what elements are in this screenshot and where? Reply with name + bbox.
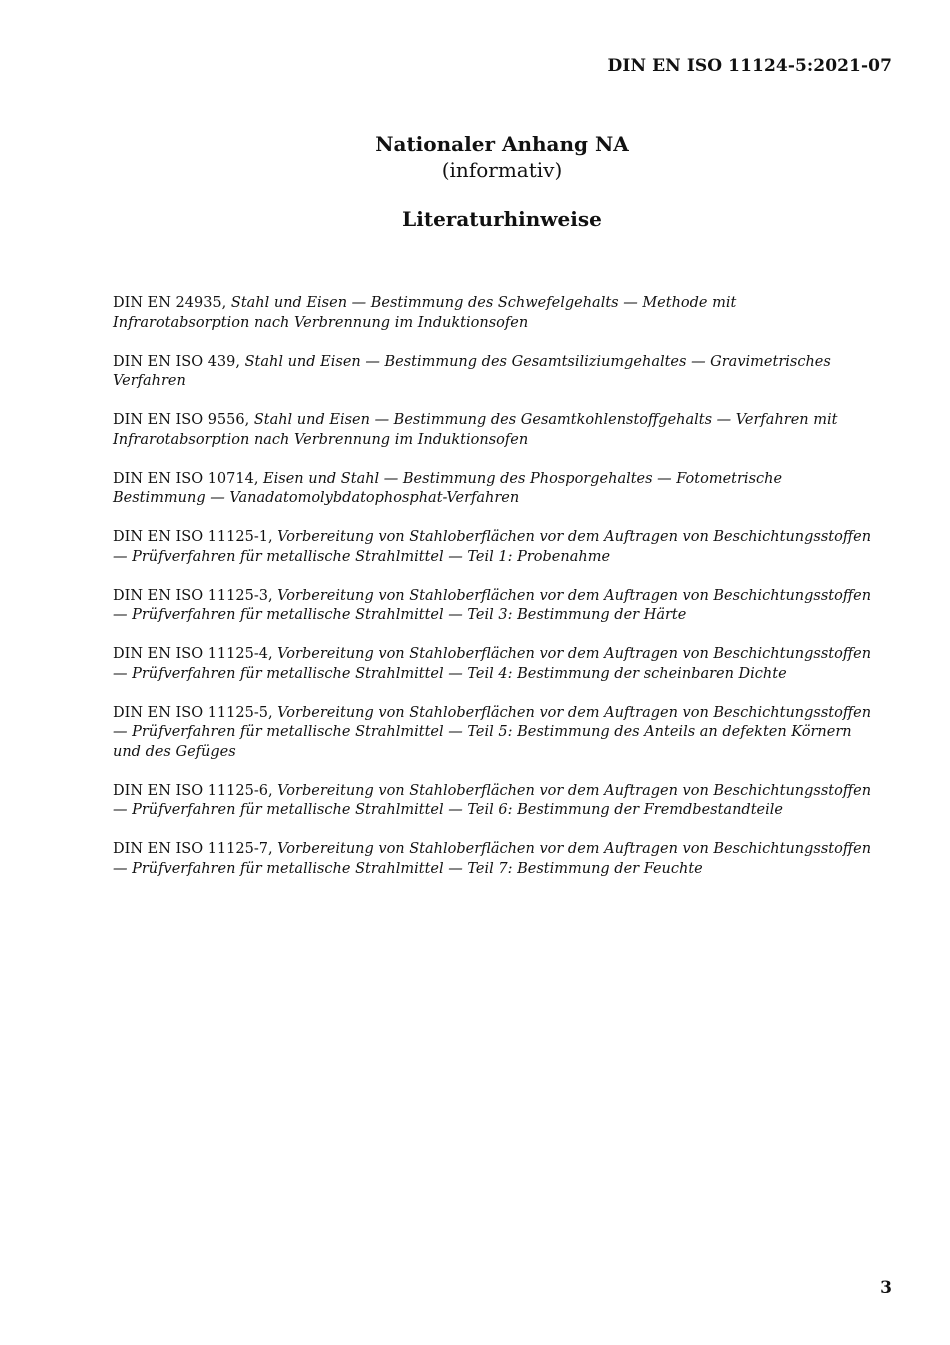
- page-number: 3: [880, 1278, 892, 1298]
- reference-item: [113, 411, 875, 450]
- reference-title: Stahl und Eisen — Bestimmung des Schwefelgehalts — Methode mit Infrarotabsorption nach Verbrennung im Induktionsofen: [113, 295, 737, 331]
- reference-title: Vorbereitung von Stahloberflächen vor dem Auftragen von Beschichtungsstoffen — Prüfverfahren für metallische Strahlmittel — Teil 5: Bestimmung des Anteils an defekten Körnern und des Gefüges: [113, 704, 872, 760]
- reference-number: DIN EN ISO 10714,: [113, 470, 259, 487]
- reference-list: [113, 294, 875, 899]
- reference-number: DIN EN ISO 11125-5,: [113, 704, 273, 721]
- bibliography-title: Literaturhinweise: [402, 207, 602, 231]
- reference-item: [113, 528, 875, 567]
- reference-item: [113, 353, 875, 392]
- reference-number: DIN EN ISO 9556,: [113, 412, 250, 428]
- reference-item: [113, 704, 875, 763]
- reference-item: [113, 470, 875, 509]
- reference-number: DIN EN ISO 11125-6,: [113, 782, 273, 799]
- annex-title: Nationaler Anhang NA: [375, 132, 629, 156]
- document-id: DIN EN ISO 11124-5:2021-07: [607, 56, 892, 76]
- reference-title: Stahl und Eisen — Bestimmung des Gesamtkohlenstoffgehalts — Verfahren mit Infrarotabsorption nach Verbrennung im Induktionsofen: [113, 412, 838, 448]
- reference-title: Vorbereitung von Stahloberflächen vor dem Auftragen von Beschichtungsstoffen — Prüfverfahren für metallische Strahlmittel — Teil 7: Bestimmung der Feuchte: [113, 841, 872, 877]
- reference-title: Vorbereitung von Stahloberflächen vor dem Auftragen von Beschichtungsstoffen — Prüfverfahren für metallische Strahlmittel — Teil 1: Probenahme: [113, 529, 872, 565]
- reference-number: DIN EN ISO 11125-3,: [113, 587, 273, 604]
- reference-title: Stahl und Eisen — Bestimmung des Gesamtsiliziumgehaltes — Gravimetrisches Verfahren: [113, 353, 831, 389]
- reference-number: DIN EN 24935,: [113, 295, 227, 311]
- reference-item: [113, 840, 875, 879]
- reference-item: [113, 294, 875, 333]
- reference-item: [113, 645, 875, 684]
- reference-title: Vorbereitung von Stahloberflächen vor dem Auftragen von Beschichtungsstoffen — Prüfverfahren für metallische Strahlmittel — Teil 3: Bestimmung der Härte: [113, 587, 872, 623]
- reference-number: DIN EN ISO 11125-4,: [113, 646, 273, 662]
- reference-item: [113, 782, 875, 821]
- reference-title: Vorbereitung von Stahloberflächen vor dem Auftragen von Beschichtungsstoffen — Prüfverfahren für metallische Strahlmittel — Teil 4: Bestimmung der scheinbaren Dichte: [113, 646, 872, 682]
- reference-number: DIN EN ISO 11125-1,: [113, 529, 273, 545]
- annex-subtitle: (informativ): [441, 158, 563, 182]
- reference-item: [113, 587, 875, 626]
- reference-title: Eisen und Stahl — Bestimmung des Phosporgehaltes — Fotometrische Bestimmung — Vanadatomolybdatophosphat-Verfahren: [113, 470, 783, 506]
- reference-number: DIN EN ISO 11125-7,: [113, 841, 273, 857]
- reference-title: Vorbereitung von Stahloberflächen vor dem Auftragen von Beschichtungsstoffen — Prüfverfahren für metallische Strahlmittel — Teil 6: Bestimmung der Fremdbestandteile: [113, 782, 872, 818]
- reference-number: DIN EN ISO 439,: [113, 353, 240, 370]
